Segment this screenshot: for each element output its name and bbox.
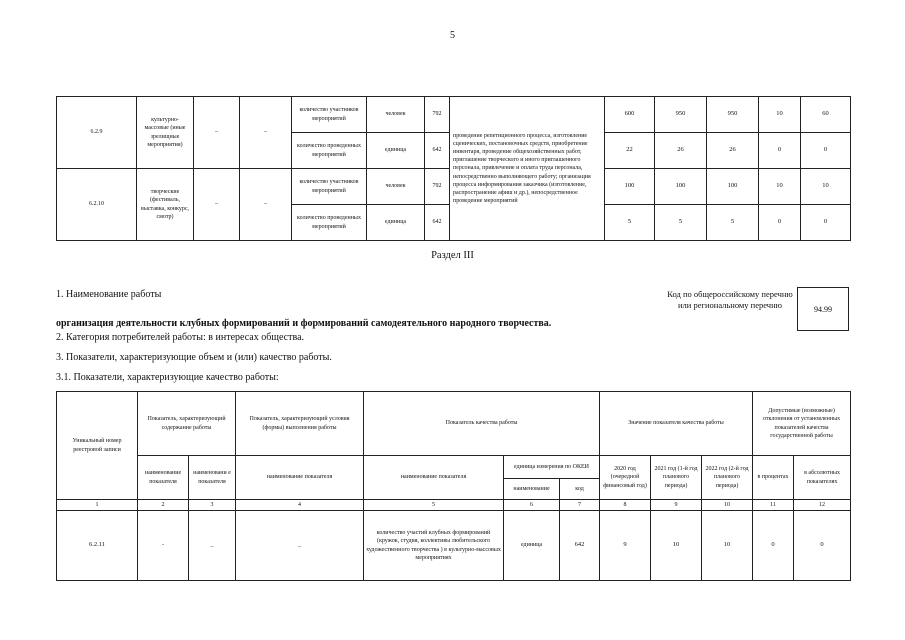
column-number-row: [57, 500, 851, 511]
header-name-indicator: наименование показателя: [236, 456, 364, 500]
value-cell: 0: [801, 205, 851, 241]
unit-name: человек: [367, 169, 425, 205]
unit-code: 642: [560, 511, 600, 581]
work-name-label: 1. Наименование работы: [56, 289, 162, 300]
value-2020: 9: [600, 511, 651, 581]
quality-heading: 3.1. Показатели, характеризующие качество работы:: [56, 372, 279, 383]
classifier-code-label: Код по общероссийскому перечню или региональному перечню: [667, 289, 793, 311]
value-cell: 22: [605, 133, 655, 169]
header-name-indicator: наименование показателя: [364, 456, 504, 500]
column-number: 11: [753, 500, 794, 511]
column-number: 7: [560, 500, 600, 511]
unit-name: человек: [367, 97, 425, 133]
value-cell: 26: [707, 133, 759, 169]
top-indicators-table: [56, 96, 851, 241]
column-number: 8: [600, 500, 651, 511]
column-number: 12: [794, 500, 851, 511]
table-cell: –: [240, 97, 292, 169]
unit-name: единица: [504, 511, 560, 581]
column-number: 10: [702, 500, 753, 511]
classifier-code-value: 94.99: [814, 304, 832, 314]
value-cell: 5: [655, 205, 707, 241]
header-year-2021: 2021 год (1-й год планового периода): [651, 456, 702, 500]
row-id: 6.2.9: [57, 97, 137, 169]
value-cell: 100: [605, 169, 655, 205]
value-cell: 0: [801, 133, 851, 169]
column-number: 3: [189, 500, 236, 511]
value-cell: 100: [655, 169, 707, 205]
value-2022: 10: [702, 511, 753, 581]
column-number: 1: [57, 500, 138, 511]
value-cell: 10: [759, 169, 801, 205]
deviation-absolute: 0: [794, 511, 851, 581]
work-description: проведение репетиционного процесса, изготовление сценических, постановочных средств, приобретение инвентаря, проведение общехозяйственных работ, приглашение творческого и иного приглашенного персонала, привлечение и оплата труда персонала, непосредственно выполняющего работу; организация процесса информирования заказчика (изготовление, распространение афиш и др.), непосредственное проведение мероприятий: [450, 97, 605, 241]
header-unit-okei: единица измерения по ОКЕИ: [504, 456, 600, 479]
unit-code: 792: [425, 169, 450, 205]
value-cell: 100: [707, 169, 759, 205]
unit-code: 642: [425, 133, 450, 169]
column-number: 4: [236, 500, 364, 511]
table-cell: _: [236, 511, 364, 581]
unit-code: 792: [425, 97, 450, 133]
column-number: 6: [504, 500, 560, 511]
deviation-percent: 0: [753, 511, 794, 581]
consumer-category: 2. Категория потребителей работы: в интересах общества.: [56, 332, 305, 343]
table-cell: –: [194, 169, 240, 241]
value-cell: 0: [759, 133, 801, 169]
value-cell: 0: [759, 205, 801, 241]
value-cell: 60: [801, 97, 851, 133]
table-cell: –: [194, 97, 240, 169]
unit-name: единица: [367, 133, 425, 169]
value-cell: 26: [655, 133, 707, 169]
header-allowed-deviation: Допустимые (возможные) отклонения от установленных показателей качества государственной работы: [753, 392, 851, 456]
indicator-name: количество участников мероприятий: [292, 169, 367, 205]
table-row: [57, 511, 851, 581]
section-title: Раздел III: [431, 250, 474, 261]
indicator-name: количество проведенных мероприятий: [292, 133, 367, 169]
header-unique-number: Уникальный номер реестровой записи: [57, 392, 138, 500]
value-cell: 950: [655, 97, 707, 133]
header-quality-value: Значение показателя качества работы: [600, 392, 753, 456]
value-2021: 10: [651, 511, 702, 581]
value-cell: 5: [605, 205, 655, 241]
header-name-indicator: наименовани е показателя: [189, 456, 236, 500]
header-unit-name: наименование: [504, 479, 560, 500]
quality-indicators-table: [56, 391, 851, 581]
indicator-name: количество участников мероприятий: [292, 97, 367, 133]
indicator-name: количество участий клубных формирований (кружок, студия, коллективы любительского художественного творчества ) в культурно-массовых мероприятиях: [364, 511, 504, 581]
table-cell: -: [138, 511, 189, 581]
table-cell: –: [240, 169, 292, 241]
page-number: 5: [450, 30, 455, 41]
work-name-value: организация деятельности клубных формирований и формирований самодеятельного народного творчества.: [56, 318, 552, 329]
column-number: 9: [651, 500, 702, 511]
value-cell: 600: [605, 97, 655, 133]
header-percent: в процентах: [753, 456, 794, 500]
header-year-2020: 2020 год (очередной финансовый год): [600, 456, 651, 500]
value-cell: 5: [707, 205, 759, 241]
row-id: 6.2.11: [57, 511, 138, 581]
header-absolute: в абсолютных показателях: [794, 456, 851, 500]
classifier-code-box: [797, 287, 849, 331]
value-cell: 10: [801, 169, 851, 205]
value-cell: 950: [707, 97, 759, 133]
indicator-name: количество проведенных мероприятий: [292, 205, 367, 241]
header-row: [57, 392, 851, 456]
header-quality-indicator: Показатель качества работы: [364, 392, 600, 456]
unit-name: единица: [367, 205, 425, 241]
column-number: 2: [138, 500, 189, 511]
column-number: 5: [364, 500, 504, 511]
header-unit-code: код: [560, 479, 600, 500]
unit-code: 642: [425, 205, 450, 241]
content-indicator: культурно-массовые (иные зрелищные мероприятия): [137, 97, 194, 169]
header-condition-indicator: Показатель, характеризующий условия (формы) выполнения работы: [236, 392, 364, 456]
row-id: 6.2.10: [57, 169, 137, 241]
header-year-2022: 2022 год (2-й год планового периода): [702, 456, 753, 500]
value-cell: 10: [759, 97, 801, 133]
header-content-indicator: Показатель, характеризующий содержание работы: [138, 392, 236, 456]
header-name-indicator: наименование показателя: [138, 456, 189, 500]
header-row: [57, 456, 851, 479]
indicators-heading: 3. Показатели, характеризующие объем и (или) качество работы.: [56, 352, 332, 363]
table-cell: _: [189, 511, 236, 581]
table-row: [57, 97, 851, 133]
content-indicator: творческие (фестиваль, выставка, конкурс, смотр): [137, 169, 194, 241]
